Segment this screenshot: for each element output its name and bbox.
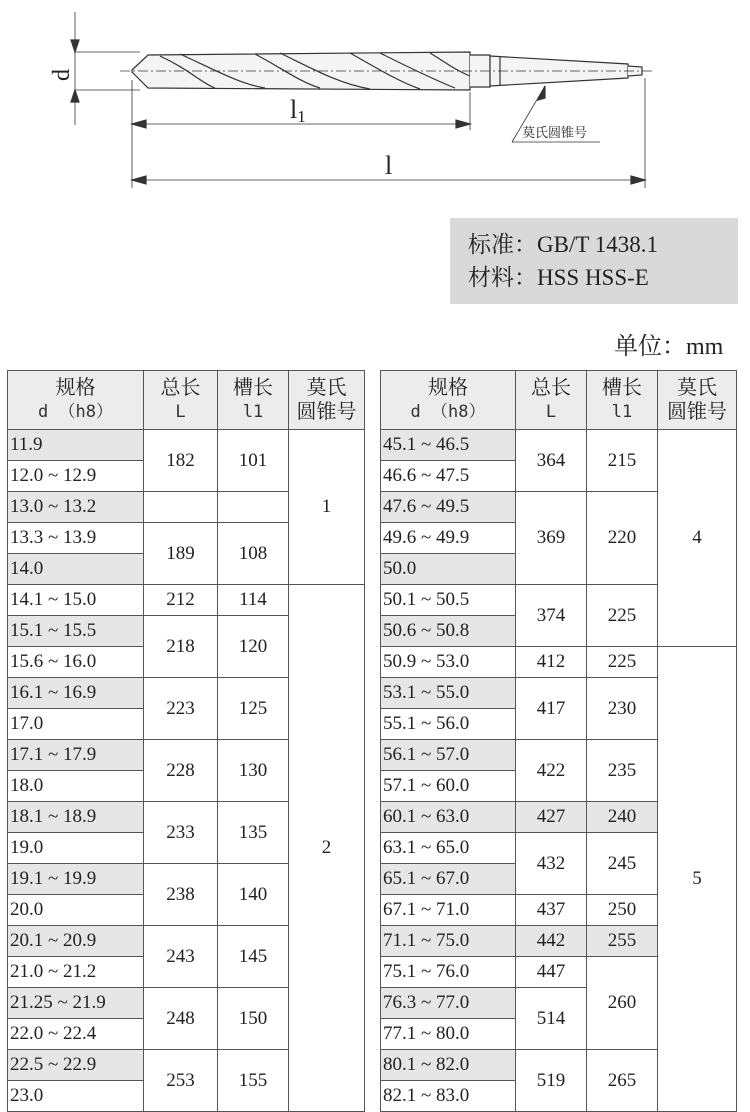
table-row [8, 430, 365, 461]
cell-total-length: 442 [516, 926, 587, 957]
cell-diameter: 46.6 ~ 47.5 [381, 461, 516, 492]
table-body [381, 430, 737, 1112]
callout-text: 莫氏圆锥号 [522, 126, 588, 141]
table-body [8, 430, 365, 1112]
cell-diameter: 15.1 ~ 15.5 [8, 616, 144, 647]
cell-flute-length: 215 [587, 430, 658, 492]
cell-total-length: 427 [516, 802, 587, 833]
cell-diameter: 19.0 [8, 833, 144, 864]
cell-diameter: 77.1 ~ 80.0 [381, 1019, 516, 1050]
cell-diameter: 17.1 ~ 17.9 [8, 740, 144, 771]
cell-diameter: 67.1 ~ 71.0 [381, 895, 516, 926]
cell-morse-taper: 4 [658, 430, 737, 647]
spec-box [450, 218, 738, 304]
cell-diameter: 80.1 ~ 82.0 [381, 1050, 516, 1081]
cell-diameter: 14.0 [8, 554, 144, 585]
cell-flute-length: 108 [218, 523, 289, 585]
col-header-morse-taper: 莫氏 圆锥号 [658, 371, 737, 430]
cell-flute-length: 255 [587, 926, 658, 957]
cell-flute-length: 265 [587, 1050, 658, 1112]
cell-total-length: 447 [516, 957, 587, 988]
cell-flute-length: 245 [587, 833, 658, 895]
cell-flute-length: 220 [587, 492, 658, 585]
cell-total-length: 228 [144, 740, 218, 802]
cell-total-length: 212 [144, 585, 218, 616]
table-header-row [381, 371, 737, 430]
cell-total-length: 189 [144, 523, 218, 585]
cell-diameter: 57.1 ~ 60.0 [381, 771, 516, 802]
cell-flute-length: 101 [218, 430, 289, 492]
col-header-flute-length: 槽长 l1 [587, 371, 658, 430]
cell-diameter: 11.9 [8, 430, 144, 461]
cell-total-length: 519 [516, 1050, 587, 1112]
cell-diameter: 45.1 ~ 46.5 [381, 430, 516, 461]
cell-diameter: 50.6 ~ 50.8 [381, 616, 516, 647]
cell-diameter: 15.6 ~ 16.0 [8, 647, 144, 678]
cell-total-length: 374 [516, 585, 587, 647]
cell-diameter: 21.0 ~ 21.2 [8, 957, 144, 988]
cell-total-length: 233 [144, 802, 218, 864]
cell-flute-length: 260 [587, 957, 658, 1050]
cell-diameter: 50.0 [381, 554, 516, 585]
cell-total-length: 248 [144, 988, 218, 1050]
cell-diameter: 12.0 ~ 12.9 [8, 461, 144, 492]
cell-diameter: 22.0 ~ 22.4 [8, 1019, 144, 1050]
cell-flute-length: 230 [587, 678, 658, 740]
cell-total-length: 417 [516, 678, 587, 740]
table-row [381, 430, 737, 461]
cell-diameter: 22.5 ~ 22.9 [8, 1050, 144, 1081]
cell-flute-length: 155 [218, 1050, 289, 1112]
col-header-diameter: 规格 d （h8） [8, 371, 144, 430]
cell-flute-length: 114 [218, 585, 289, 616]
cell-total-length: 364 [516, 430, 587, 492]
cell-diameter: 75.1 ~ 76.0 [381, 957, 516, 988]
cell-diameter: 21.25 ~ 21.9 [8, 988, 144, 1019]
table-row [8, 585, 365, 616]
cell-flute-length: 225 [587, 585, 658, 647]
cell-morse-taper: 1 [289, 430, 365, 585]
cell-diameter: 20.0 [8, 895, 144, 926]
table-header-row [8, 371, 365, 430]
cell-diameter: 53.1 ~ 55.0 [381, 678, 516, 709]
cell-diameter: 71.1 ~ 75.0 [381, 926, 516, 957]
cell-diameter: 47.6 ~ 49.5 [381, 492, 516, 523]
cell-total-length: 182 [144, 430, 218, 492]
cell-flute-length: 145 [218, 926, 289, 988]
cell-diameter: 23.0 [8, 1081, 144, 1112]
cell-diameter: 50.9 ~ 53.0 [381, 647, 516, 678]
cell-diameter: 14.1 ~ 15.0 [8, 585, 144, 616]
cell-total-length: 437 [516, 895, 587, 926]
cell-total-length: 238 [144, 864, 218, 926]
dim-d-label: d [49, 69, 75, 81]
table-row [381, 647, 737, 678]
cell-total-length: 432 [516, 833, 587, 895]
cell-morse-taper: 5 [658, 647, 737, 1112]
cell-diameter: 76.3 ~ 77.0 [381, 988, 516, 1019]
cell-diameter: 82.1 ~ 83.0 [381, 1081, 516, 1112]
cell-flute-length: 125 [218, 678, 289, 740]
cell-morse-taper: 2 [289, 585, 365, 1112]
cell-flute-length: 250 [587, 895, 658, 926]
cell-flute-length: 150 [218, 988, 289, 1050]
cell-diameter: 50.1 ~ 50.5 [381, 585, 516, 616]
cell-total-length: 514 [516, 988, 587, 1050]
cell-total-length: 218 [144, 616, 218, 678]
spec-table-right [380, 370, 737, 1112]
drill-drawing [0, 0, 750, 200]
material-text: 材料：HSS HSS-E [468, 265, 649, 290]
cell-diameter: 17.0 [8, 709, 144, 740]
cell-total-length: 223 [144, 678, 218, 740]
cell-total-length: 369 [516, 492, 587, 585]
cell-total-length: 243 [144, 926, 218, 988]
cell-diameter: 19.1 ~ 19.9 [8, 864, 144, 895]
cell-flute-length: 140 [218, 864, 289, 926]
cell-diameter: 49.6 ~ 49.9 [381, 523, 516, 554]
cell-flute-length: 240 [587, 802, 658, 833]
cell-diameter: 63.1 ~ 65.0 [381, 833, 516, 864]
cell-flute-length: 225 [587, 647, 658, 678]
cell-diameter: 65.1 ~ 67.0 [381, 864, 516, 895]
cell-diameter: 20.1 ~ 20.9 [8, 926, 144, 957]
cell-flute-length: 130 [218, 740, 289, 802]
unit-label: 单位：mm [614, 334, 724, 360]
dim-l1-label: l1 [290, 95, 306, 126]
cell-diameter: 55.1 ~ 56.0 [381, 709, 516, 740]
col-header-total-length: 总长 L [516, 371, 587, 430]
cell-diameter: 18.1 ~ 18.9 [8, 802, 144, 833]
cell-flute-length: 120 [218, 616, 289, 678]
col-header-morse-taper: 莫氏 圆锥号 [289, 371, 365, 430]
dim-l-label: l [385, 151, 393, 180]
col-header-total-length: 总长 L [144, 371, 218, 430]
cell-total-length: 422 [516, 740, 587, 802]
cell-flute-length: 235 [587, 740, 658, 802]
cell-diameter: 16.1 ~ 16.9 [8, 678, 144, 709]
cell-diameter: 13.0 ~ 13.2 [8, 492, 144, 523]
cell-diameter: 60.1 ~ 63.0 [381, 802, 516, 833]
cell-flute-length: 135 [218, 802, 289, 864]
standard-text: 标准：GB/T 1438.1 [468, 232, 658, 257]
cell-diameter: 56.1 ~ 57.0 [381, 740, 516, 771]
spec-table-left [7, 370, 365, 1112]
cell-total-length: 253 [144, 1050, 218, 1112]
cell-total-length: 412 [516, 647, 587, 678]
col-header-flute-length: 槽长 l1 [218, 371, 289, 430]
cell-diameter: 18.0 [8, 771, 144, 802]
cell-diameter: 13.3 ~ 13.9 [8, 523, 144, 554]
col-header-diameter: 规格 d （h8） [381, 371, 516, 430]
cell-flute-length [218, 492, 289, 523]
cell-total-length [144, 492, 218, 523]
